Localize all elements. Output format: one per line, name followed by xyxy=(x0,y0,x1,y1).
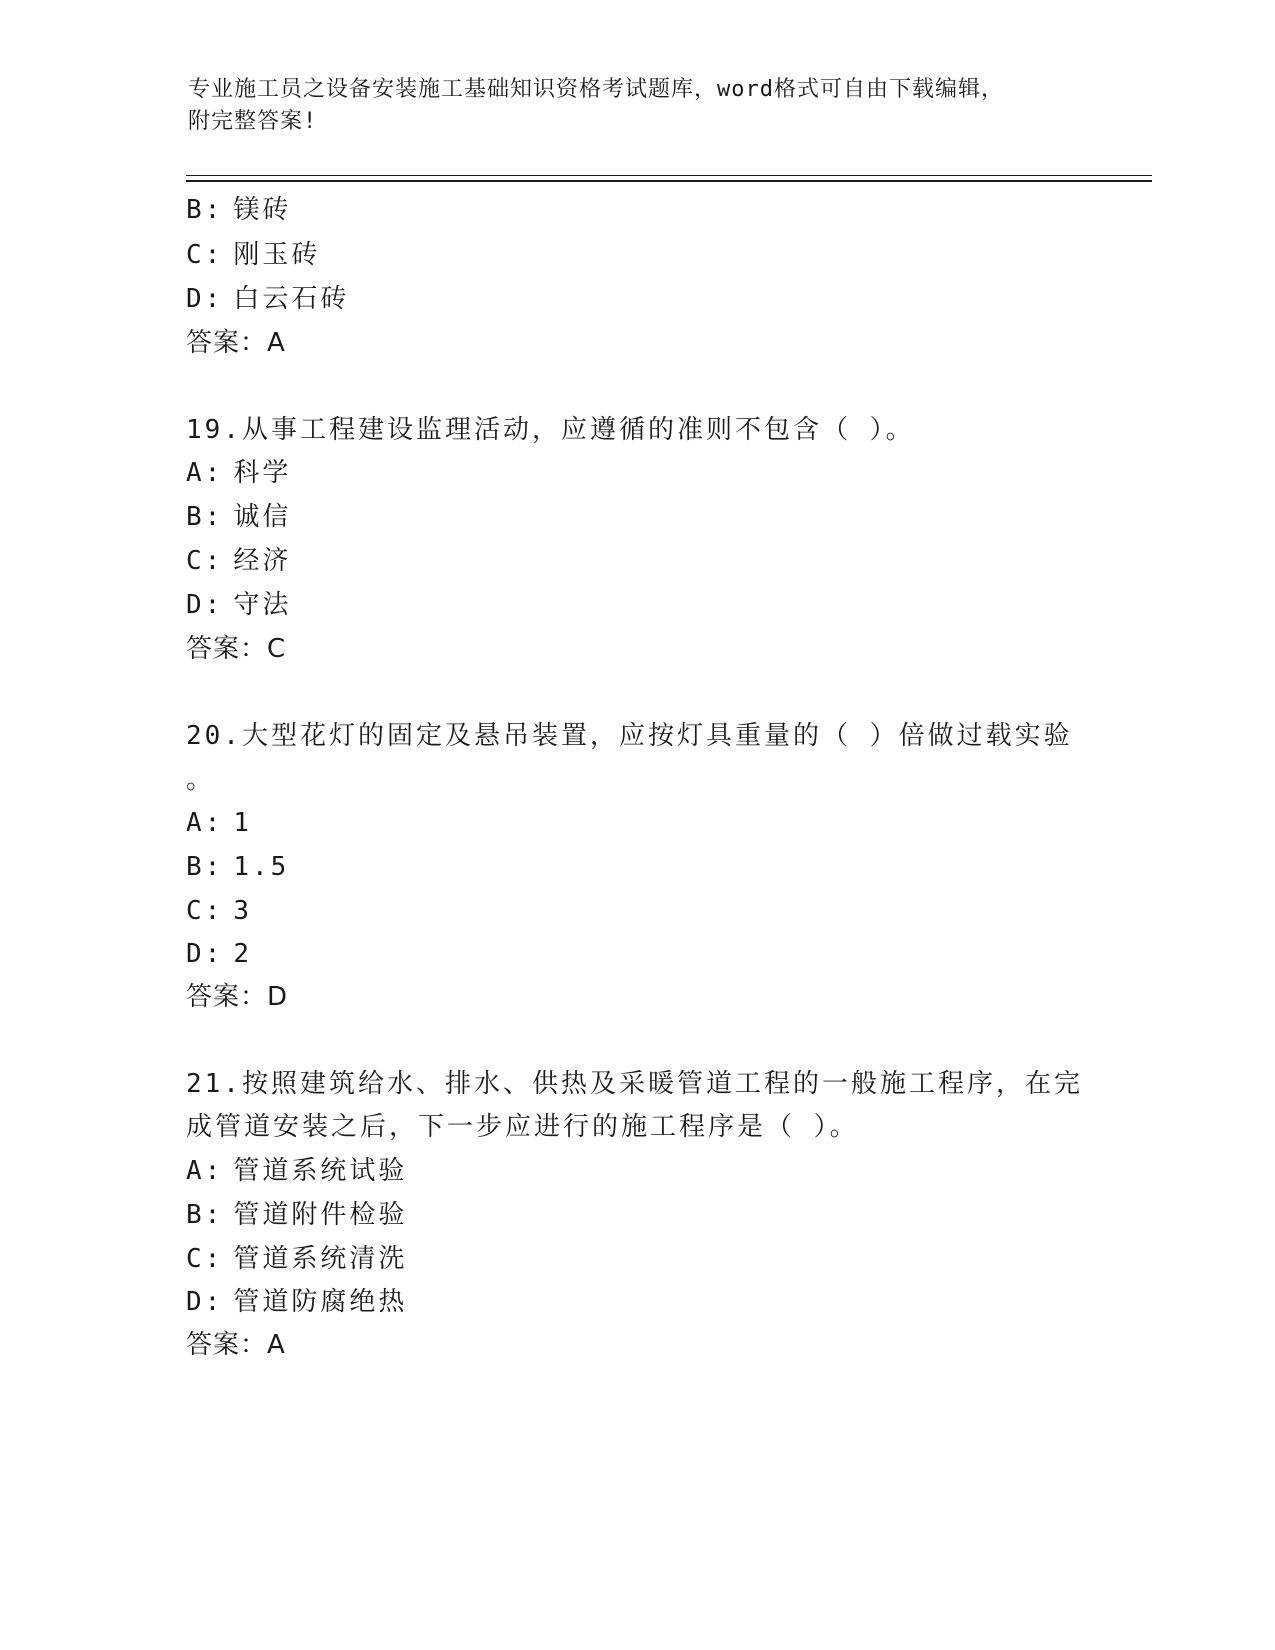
q21-option-a: A: 管道系统试验 xyxy=(186,1156,408,1186)
header-divider-thick xyxy=(186,180,1152,182)
q20-answer: 答案：D xyxy=(186,982,289,1012)
q19-answer: 答案：C xyxy=(186,634,287,664)
question-20-stem-line-2: 。 xyxy=(186,765,216,795)
q20-option-a: A: 1 xyxy=(186,808,252,838)
q21-answer: 答案：A xyxy=(186,1330,286,1360)
document-header xyxy=(188,74,1088,138)
question-21-stem-line-2: 成管道安装之后，下一步应进行的施工程序是（ ）。 xyxy=(186,1112,859,1142)
q20-option-c: C: 3 xyxy=(186,896,252,926)
question-19-stem: 19.从事工程建设监理活动，应遵循的准则不包含（ ）。 xyxy=(186,415,915,445)
question-20-stem-line-1: 20.大型花灯的固定及悬吊装置，应按灯具重量的（ ）倍做过载实验 xyxy=(186,721,1073,751)
q19-option-b: B: 诚信 xyxy=(186,502,292,532)
q21-option-d: D: 管道防腐绝热 xyxy=(186,1287,408,1317)
q19-option-a: A: 科学 xyxy=(186,458,292,488)
q21-option-c: C: 管道系统清洗 xyxy=(186,1244,408,1274)
q19-option-c: C: 经济 xyxy=(186,546,292,576)
q19-option-d: D: 守法 xyxy=(186,590,292,620)
option-b: B: 镁砖 xyxy=(186,195,292,225)
option-c: C: 刚玉砖 xyxy=(186,240,321,270)
header-line-2: 附完整答案! xyxy=(188,109,318,134)
q21-option-b: B: 管道附件检验 xyxy=(186,1200,408,1230)
q20-option-b: B: 1.5 xyxy=(186,852,290,882)
header-divider-thin xyxy=(186,175,1152,176)
q20-option-d: D: 2 xyxy=(186,939,252,969)
header-line-1: 专业施工员之设备安装施工基础知识资格考试题库，word格式可自由下载编辑， xyxy=(188,77,1004,102)
question-21-stem-line-1: 21.按照建筑给水、排水、供热及采暖管道工程的一般施工程序，在完 xyxy=(186,1069,1083,1099)
answer: 答案：A xyxy=(186,328,286,358)
option-d: D: 白云石砖 xyxy=(186,284,350,314)
